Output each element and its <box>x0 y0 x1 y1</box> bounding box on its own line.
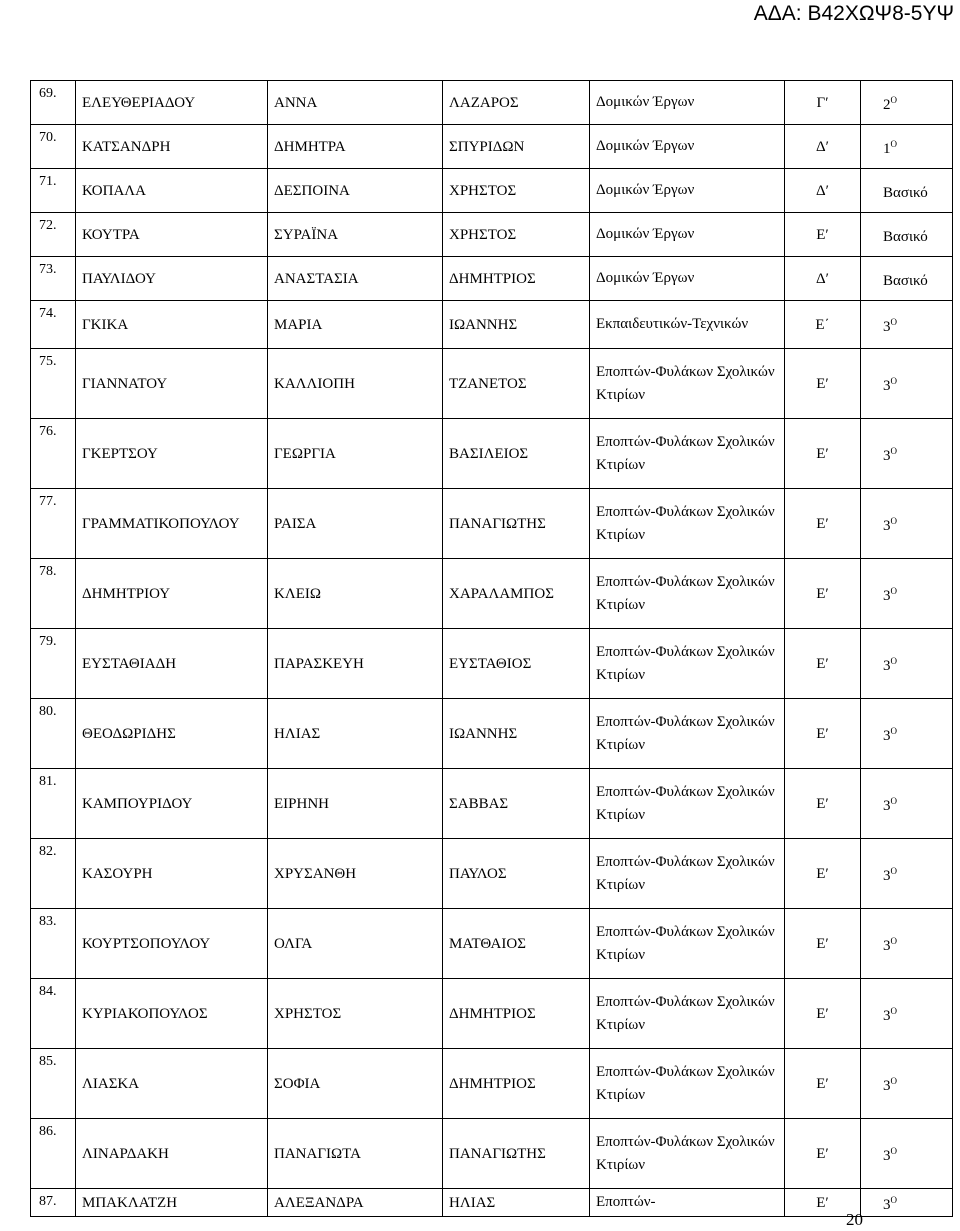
class-cell: Ε′ <box>785 1049 861 1119</box>
section-superscript: Ο <box>890 726 897 736</box>
table-row <box>31 1189 953 1217</box>
table-row <box>31 559 953 629</box>
surname-cell: ΜΠΑΚΛΑΤΖΗ <box>76 1189 268 1217</box>
first-name-cell: ΠΑΝΑΓΙΩΤΑ <box>268 1119 443 1189</box>
surname-cell: ΚΥΡΙΑΚΟΠΟΥΛΟΣ <box>76 979 268 1049</box>
first-name-cell: ΑΝΝΑ <box>268 81 443 125</box>
section-cell: $3^O$ <box>861 769 953 839</box>
table-row <box>31 1049 953 1119</box>
row-number: 84. <box>31 979 76 1049</box>
specialty-cell: Εποπτών-Φυλάκων Σχολικών Κτιρίων <box>590 489 785 559</box>
class-cell: Δ′ <box>785 169 861 213</box>
table-row <box>31 213 953 257</box>
table-row <box>31 699 953 769</box>
father-name-cell: ΣΑΒΒΑΣ <box>443 769 590 839</box>
first-name-cell: ΕΙΡΗΝΗ <box>268 769 443 839</box>
first-name-cell: ΔΕΣΠΟΙΝΑ <box>268 169 443 213</box>
specialty-cell: Εποπτών-Φυλάκων Σχολικών Κτιρίων <box>590 629 785 699</box>
class-cell: Ε′ <box>785 489 861 559</box>
table-row <box>31 81 953 125</box>
row-number: 85. <box>31 1049 76 1119</box>
father-name-cell: ΠΑΝΑΓΙΩΤΗΣ <box>443 1119 590 1189</box>
class-cell: Δ′ <box>785 257 861 301</box>
surname-cell: ΓΚΕΡΤΣΟΥ <box>76 419 268 489</box>
table-row <box>31 301 953 349</box>
table-row <box>31 839 953 909</box>
class-cell: Γ′ <box>785 81 861 125</box>
class-cell: Ε′ <box>785 349 861 419</box>
father-name-cell: ΛΑΖΑΡΟΣ <box>443 81 590 125</box>
surname-cell: ΘΕΟΔΩΡΙΔΗΣ <box>76 699 268 769</box>
first-name-cell: ΔΗΜΗΤΡΑ <box>268 125 443 169</box>
row-number: 72. <box>31 213 76 257</box>
specialty-cell: Εποπτών-Φυλάκων Σχολικών Κτιρίων <box>590 1049 785 1119</box>
table-row <box>31 769 953 839</box>
section-cell: $3^O$ <box>861 979 953 1049</box>
section-superscript: Ο <box>890 936 897 946</box>
class-cell: Ε′ <box>785 839 861 909</box>
table-row <box>31 257 953 301</box>
section-superscript: Ο <box>890 656 897 666</box>
table-row <box>31 125 953 169</box>
surname-cell: ΓΙΑΝΝΑΤΟΥ <box>76 349 268 419</box>
section-superscript: Ο <box>890 446 897 456</box>
section-cell: Βασικό <box>861 213 953 257</box>
first-name-cell: ΧΡΥΣΑΝΘΗ <box>268 839 443 909</box>
father-name-cell: ΤΖΑΝΕΤΟΣ <box>443 349 590 419</box>
specialty-cell: Δομικών Έργων <box>590 81 785 125</box>
specialty-cell: Εποπτών-Φυλάκων Σχολικών Κτιρίων <box>590 419 785 489</box>
table-row <box>31 489 953 559</box>
specialty-cell: Εποπτών-Φυλάκων Σχολικών Κτιρίων <box>590 769 785 839</box>
specialty-cell: Εποπτών-Φυλάκων Σχολικών Κτιρίων <box>590 979 785 1049</box>
section-cell: $3^O$ <box>861 349 953 419</box>
row-number: 83. <box>31 909 76 979</box>
first-name-cell: ΠΑΡΑΣΚΕΥΗ <box>268 629 443 699</box>
first-name-cell: ΟΛΓΑ <box>268 909 443 979</box>
section-superscript: Ο <box>890 796 897 806</box>
class-cell: Ε′ <box>785 629 861 699</box>
surname-cell: ΓΡΑΜΜΑΤΙΚΟΠΟΥΛΟΥ <box>76 489 268 559</box>
row-number: 70. <box>31 125 76 169</box>
class-cell: Ε′ <box>785 213 861 257</box>
row-number: 71. <box>31 169 76 213</box>
class-cell: Δ′ <box>785 125 861 169</box>
section-cell: $3^O$ <box>861 1189 953 1217</box>
table-row <box>31 169 953 213</box>
section-cell: Βασικό <box>861 169 953 213</box>
surname-cell: ΚΑΣΟΥΡΗ <box>76 839 268 909</box>
surname-cell: ΓΚΙΚΑ <box>76 301 268 349</box>
specialty-cell: Εκπαιδευτικών-Τεχνικών <box>590 301 785 349</box>
surname-cell: ΛΙΝΑΡΔΑΚΗ <box>76 1119 268 1189</box>
class-cell: Ε′ <box>785 699 861 769</box>
section-cell: $3^O$ <box>861 419 953 489</box>
surname-cell: ΚΑΜΠΟΥΡΙΔΟΥ <box>76 769 268 839</box>
ada-identifier: ΑΔΑ: Β42ΧΩΨ8-5ΥΨ <box>753 2 954 25</box>
section-cell: $3^O$ <box>861 559 953 629</box>
section-superscript: Ο <box>890 1076 897 1086</box>
class-cell: Ε′ <box>785 559 861 629</box>
row-number: 80. <box>31 699 76 769</box>
class-cell: Ε΄ <box>785 301 861 349</box>
surname-cell: ΚΑΤΣΑΝΔΡΗ <box>76 125 268 169</box>
row-number: 75. <box>31 349 76 419</box>
specialty-cell: Εποπτών-Φυλάκων Σχολικών Κτιρίων <box>590 839 785 909</box>
specialty-cell: Εποπτών- <box>590 1189 785 1217</box>
row-number: 78. <box>31 559 76 629</box>
father-name-cell: ΠΑΝΑΓΙΩΤΗΣ <box>443 489 590 559</box>
first-name-cell: ΡΑΙΣΑ <box>268 489 443 559</box>
first-name-cell: ΑΝΑΣΤΑΣΙΑ <box>268 257 443 301</box>
section-cell: $3^O$ <box>861 909 953 979</box>
row-number: 81. <box>31 769 76 839</box>
row-number: 76. <box>31 419 76 489</box>
father-name-cell: ΔΗΜΗΤΡΙΟΣ <box>443 1049 590 1119</box>
section-superscript: Ο <box>890 1006 897 1016</box>
class-cell: Ε′ <box>785 419 861 489</box>
first-name-cell: ΣΟΦΙΑ <box>268 1049 443 1119</box>
surname-cell: ΛΙΑΣΚΑ <box>76 1049 268 1119</box>
page-number: 20 <box>846 1210 863 1229</box>
father-name-cell: ΗΛΙΑΣ <box>443 1189 590 1217</box>
father-name-cell: ΔΗΜΗΤΡΙΟΣ <box>443 979 590 1049</box>
specialty-cell: Δομικών Έργων <box>590 169 785 213</box>
first-name-cell: ΓΕΩΡΓΙΑ <box>268 419 443 489</box>
row-number: 82. <box>31 839 76 909</box>
section-superscript: Ο <box>890 139 897 149</box>
first-name-cell: ΚΛΕΙΩ <box>268 559 443 629</box>
table-row <box>31 909 953 979</box>
section-cell: $3^O$ <box>861 1119 953 1189</box>
class-cell: Ε′ <box>785 909 861 979</box>
section-cell: $3^O$ <box>861 699 953 769</box>
surname-cell: ΚΟΥΤΡΑ <box>76 213 268 257</box>
father-name-cell: ΕΥΣΤΑΘΙΟΣ <box>443 629 590 699</box>
surname-cell: ΚΟΠΑΛΑ <box>76 169 268 213</box>
father-name-cell: ΙΩΑΝΝΗΣ <box>443 699 590 769</box>
specialty-cell: Δομικών Έργων <box>590 257 785 301</box>
row-number: 74. <box>31 301 76 349</box>
father-name-cell: ΠΑΥΛΟΣ <box>443 839 590 909</box>
surname-cell: ΕΛΕΥΘΕΡΙΑΔΟΥ <box>76 81 268 125</box>
section-superscript: Ο <box>890 317 897 327</box>
father-name-cell: ΜΑΤΘΑΙΟΣ <box>443 909 590 979</box>
father-name-cell: ΧΡΗΣΤΟΣ <box>443 169 590 213</box>
row-number: 77. <box>31 489 76 559</box>
father-name-cell: ΔΗΜΗΤΡΙΟΣ <box>443 257 590 301</box>
first-name-cell: ΚΑΛΛΙΟΠΗ <box>268 349 443 419</box>
father-name-cell: ΧΑΡΑΛΑΜΠΟΣ <box>443 559 590 629</box>
row-number: 69. <box>31 81 76 125</box>
section-cell: $3^O$ <box>861 489 953 559</box>
section-superscript: Ο <box>890 1146 897 1156</box>
row-number: 73. <box>31 257 76 301</box>
class-cell: Ε′ <box>785 1189 861 1217</box>
table-row <box>31 419 953 489</box>
section-superscript: Ο <box>890 586 897 596</box>
staff-table <box>30 80 953 1217</box>
first-name-cell: ΗΛΙΑΣ <box>268 699 443 769</box>
surname-cell: ΠΑΥΛΙΔΟΥ <box>76 257 268 301</box>
section-superscript: Ο <box>890 866 897 876</box>
father-name-cell: ΧΡΗΣΤΟΣ <box>443 213 590 257</box>
section-cell: $2^O$ <box>861 81 953 125</box>
surname-cell: ΚΟΥΡΤΣΟΠΟΥΛΟΥ <box>76 909 268 979</box>
father-name-cell: ΒΑΣΙΛΕΙΟΣ <box>443 419 590 489</box>
specialty-cell: Εποπτών-Φυλάκων Σχολικών Κτιρίων <box>590 909 785 979</box>
father-name-cell: ΙΩΑΝΝΗΣ <box>443 301 590 349</box>
section-cell: $3^O$ <box>861 629 953 699</box>
table-row <box>31 1119 953 1189</box>
first-name-cell: ΣΥΡΑΪΝΑ <box>268 213 443 257</box>
section-superscript: Ο <box>890 376 897 386</box>
specialty-cell: Εποπτών-Φυλάκων Σχολικών Κτιρίων <box>590 559 785 629</box>
section-superscript: Ο <box>890 1195 897 1205</box>
row-number: 87. <box>31 1189 76 1217</box>
specialty-cell: Δομικών Έργων <box>590 213 785 257</box>
first-name-cell: ΜΑΡΙΑ <box>268 301 443 349</box>
section-cell: $3^O$ <box>861 301 953 349</box>
table-row <box>31 629 953 699</box>
section-superscript: Ο <box>890 516 897 526</box>
class-cell: Ε′ <box>785 769 861 839</box>
specialty-cell: Εποπτών-Φυλάκων Σχολικών Κτιρίων <box>590 699 785 769</box>
surname-cell: ΕΥΣΤΑΘΙΑΔΗ <box>76 629 268 699</box>
section-superscript: Ο <box>890 95 897 105</box>
section-cell: $1^O$ <box>861 125 953 169</box>
specialty-cell: Δομικών Έργων <box>590 125 785 169</box>
row-number: 86. <box>31 1119 76 1189</box>
specialty-cell: Εποπτών-Φυλάκων Σχολικών Κτιρίων <box>590 1119 785 1189</box>
class-cell: Ε′ <box>785 1119 861 1189</box>
row-number: 79. <box>31 629 76 699</box>
class-cell: Ε′ <box>785 979 861 1049</box>
table-row <box>31 349 953 419</box>
surname-cell: ΔΗΜΗΤΡΙΟΥ <box>76 559 268 629</box>
table-row <box>31 979 953 1049</box>
section-cell: $3^O$ <box>861 1049 953 1119</box>
first-name-cell: ΑΛΕΞΑΝΔΡΑ <box>268 1189 443 1217</box>
table-body <box>31 81 953 1217</box>
section-cell: $3^O$ <box>861 839 953 909</box>
specialty-cell: Εποπτών-Φυλάκων Σχολικών Κτιρίων <box>590 349 785 419</box>
father-name-cell: ΣΠΥΡΙΔΩΝ <box>443 125 590 169</box>
section-cell: Βασικό <box>861 257 953 301</box>
first-name-cell: ΧΡΗΣΤΟΣ <box>268 979 443 1049</box>
